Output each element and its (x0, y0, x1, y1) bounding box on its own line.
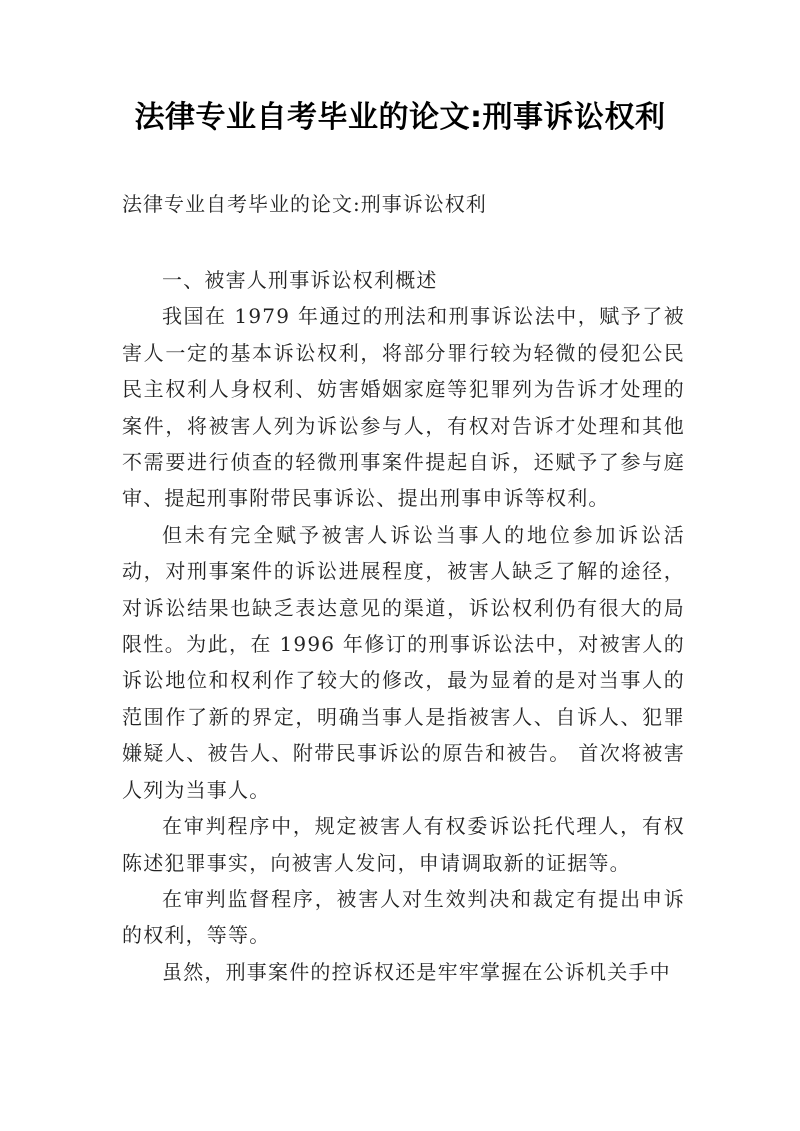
body-paragraph: 在审判程序中，规定被害人有权委诉讼托代理人，有权陈述犯罪事实，向被害人发问，申请调取新的证据等。 (122, 814, 685, 875)
document-title: 法律专业自考毕业的论文:刑事诉讼权利 (134, 100, 666, 135)
body-paragraph: 我国在 1979 年通过的刑法和刑事诉讼法中，赋予了被害人一定的基本诉讼权利，将部分罪行较为轻微的侵犯公民民主权利人身权利、妨害婚姻家庭等犯罪列为告诉才处理的案件，将被害人列为诉讼参与人，有权对告诉才处理和其他不需要进行侦查的轻微刑事案件提起自诉，还赋予了参与庭审、提起刑事附带民事诉讼、提出刑事申诉等权利。 (122, 304, 685, 511)
document-body (122, 262, 685, 990)
document-subtitle: 法律专业自考毕业的论文:刑事诉讼权利 (122, 192, 487, 216)
body-paragraph: 但未有完全赋予被害人诉讼当事人的地位参加诉讼活动，对刑事案件的诉讼进展程度，被害人缺乏了解的途径，对诉讼结果也缺乏表达意见的渠道，诉讼权利仍有很大的局限性。为此，在 1996 年修订的刑事诉讼法中，对被害人的诉讼地位和权利作了较大的修改，最为显着的是对当事人的范围作了新的界定，明确当事人是指被害人、自诉人、犯罪嫌疑人、被告人、附带民事诉讼的原告和被告。 首次将被害人列为当事人。 (122, 522, 685, 802)
body-paragraph: 在审判监督程序，被害人对生效判决和裁定有提出申诉的权利，等等。 (122, 886, 685, 948)
body-paragraph: 虽然，刑事案件的控诉权还是牢牢掌握在公诉机关手中 (162, 959, 671, 984)
section-heading: 一、被害人刑事诉讼权利概述 (162, 268, 438, 292)
